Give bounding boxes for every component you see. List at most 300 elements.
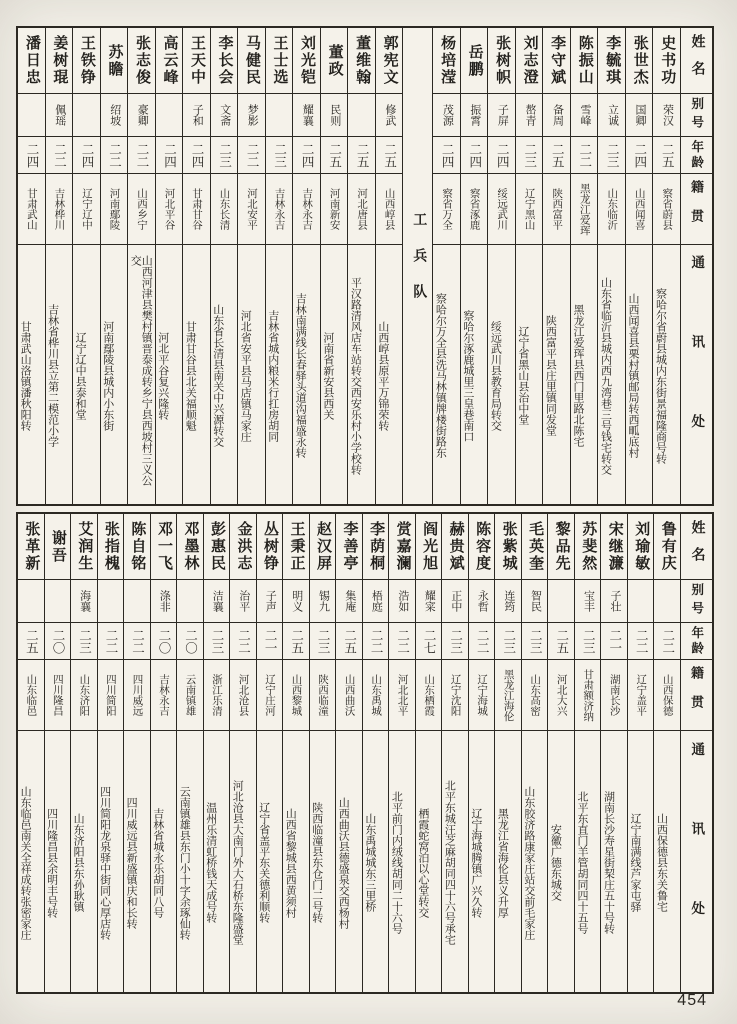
alias-cell <box>257 580 283 623</box>
age-cell <box>601 623 627 660</box>
roster-column <box>292 28 320 504</box>
section-divider-column <box>402 28 432 504</box>
age-cell-text: 二五 <box>554 628 569 654</box>
name-cell <box>598 28 625 94</box>
name-cell <box>211 28 238 94</box>
name-cell <box>101 28 128 94</box>
name-cell-text: 张志俊 <box>133 35 150 86</box>
address-cell <box>18 245 45 504</box>
origin-cell <box>433 174 460 245</box>
origin-cell-text: 河南鄢陵 <box>108 188 120 230</box>
alias-cell-text: 立诚 <box>606 104 619 126</box>
age-cell <box>628 623 654 660</box>
address-cell-text: 四川隆昌县余明丰号转 <box>45 807 58 918</box>
alias-cell-text: 雪峰 <box>578 104 591 126</box>
address-cell-text: 绥远武川县教育局转交 <box>489 320 502 431</box>
age-cell <box>177 623 203 660</box>
address-cell-text: 北平前门内绒线胡同二十六号 <box>390 791 403 934</box>
address-cell-text: 山西崞县原平万锦荣转 <box>376 320 389 431</box>
alias-cell <box>230 580 256 623</box>
roster-column <box>72 28 100 504</box>
address-cell-text: 山东济阳县东孙耿镇 <box>72 813 85 912</box>
name-cell-text: 陈振山 <box>576 35 593 86</box>
age-cell <box>321 137 348 174</box>
name-cell-text: 李荫桐 <box>368 521 385 572</box>
name-cell <box>522 514 548 580</box>
name-cell <box>575 514 601 580</box>
origin-cell-text: 山东临邑 <box>25 674 37 716</box>
address-cell <box>283 731 309 992</box>
name-cell-text: 李长会 <box>216 35 233 86</box>
age-cell-text: 二二 <box>52 142 67 168</box>
name-cell <box>516 28 543 94</box>
address-cell <box>238 245 265 504</box>
age-cell-text: 二三 <box>522 142 537 168</box>
name-cell <box>124 514 150 580</box>
age-cell-text: 二三 <box>77 628 92 654</box>
name-cell <box>321 28 348 94</box>
address-cell <box>98 731 124 992</box>
address-cell <box>151 731 177 992</box>
alias-cell-text: 智民 <box>529 590 542 612</box>
alias-cell <box>18 580 44 623</box>
address-cell-text: 河北省安平县马店镇马家庄 <box>239 309 252 442</box>
origin-cell <box>336 660 362 731</box>
age-cell <box>283 623 309 660</box>
address-cell <box>293 245 320 504</box>
address-cell-text: 云南镇雄县东门小十字余琢仙转 <box>178 785 191 940</box>
address-cell-text: 察哈尔省蔚县城内东街景福隆商号转 <box>654 287 667 464</box>
alias-cell <box>204 580 230 623</box>
header-origin-text: 籍贯 <box>689 180 704 238</box>
origin-cell-text: 山西乡宁 <box>135 188 147 230</box>
age-cell <box>516 137 543 174</box>
origin-cell <box>548 660 574 731</box>
name-cell <box>416 514 442 580</box>
name-cell <box>376 28 403 94</box>
name-cell-text: 谢吾 <box>49 529 66 564</box>
origin-cell-text: 山东长清 <box>218 188 230 230</box>
alias-cell-text: 振霄 <box>468 104 481 126</box>
origin-cell <box>461 174 488 245</box>
header-address-text: 通讯处 <box>689 255 705 494</box>
age-cell-text: 二三 <box>581 628 596 654</box>
address-cell-text: 辽宁省黑山县治中堂 <box>516 326 529 425</box>
origin-cell-text: 河北大兴 <box>555 674 567 716</box>
name-cell-text: 阎光旭 <box>421 521 438 572</box>
alias-cell-text: 明义 <box>290 590 303 612</box>
age-cell-text: 二四 <box>24 142 39 168</box>
name-cell-text: 史书功 <box>659 35 676 86</box>
alias-cell <box>575 580 601 623</box>
age-cell <box>257 623 283 660</box>
age-cell-text: 二四 <box>467 142 482 168</box>
address-cell <box>543 245 570 504</box>
origin-cell <box>177 660 203 731</box>
age-cell <box>151 623 177 660</box>
name-cell-text: 李毓琪 <box>604 35 621 86</box>
address-cell <box>177 731 203 992</box>
origin-cell <box>151 660 177 731</box>
origin-cell <box>283 660 309 731</box>
age-cell <box>598 137 625 174</box>
roster-column <box>600 514 627 992</box>
roster-column <box>415 514 442 992</box>
age-cell-text: 二四 <box>79 142 94 168</box>
address-cell-text: 察哈尔涿鹿城里三皇巷南口 <box>461 309 474 442</box>
address-cell-text: 安徽广德东城交 <box>549 824 562 901</box>
roster-column <box>542 28 570 504</box>
origin-cell-text: 山西闻喜 <box>633 188 645 230</box>
address-cell <box>571 245 598 504</box>
origin-cell <box>46 174 73 245</box>
age-cell-text: 二五 <box>382 142 397 168</box>
age-cell-text: 二五 <box>342 628 357 654</box>
address-cell-text: 吉林省城永乐胡同八号 <box>151 807 164 918</box>
alias-cell-text: 海襄 <box>78 590 91 612</box>
age-cell <box>442 623 468 660</box>
address-cell-text: 吉林省城内粮米行扛房胡同 <box>266 309 279 442</box>
address-cell <box>516 245 543 504</box>
name-cell <box>543 28 570 94</box>
origin-cell <box>628 660 654 731</box>
header-alias-text: 别号 <box>689 582 704 620</box>
name-cell-text: 陈自铭 <box>129 521 146 572</box>
origin-cell <box>348 174 375 245</box>
origin-cell-text: 河北沧县 <box>237 674 249 716</box>
name-cell <box>310 514 336 580</box>
header-origin-text: 籍贯 <box>689 666 704 724</box>
name-cell-text: 赏嘉澜 <box>394 521 411 572</box>
alias-cell <box>601 580 627 623</box>
roster-column <box>494 514 521 992</box>
address-cell-text: 吉林省桦川县立第二模范小学 <box>46 304 59 447</box>
age-cell-text: 二三 <box>217 142 232 168</box>
address-cell <box>522 731 548 992</box>
age-cell <box>575 623 601 660</box>
age-cell <box>266 137 293 174</box>
address-cell <box>101 245 128 504</box>
age-cell-text: 二二 <box>577 142 592 168</box>
name-cell <box>183 28 210 94</box>
origin-cell <box>101 174 128 245</box>
address-cell <box>598 245 625 504</box>
origin-cell-text: 甘肃武山 <box>25 188 37 230</box>
roster-column <box>597 28 625 504</box>
address-cell <box>211 245 238 504</box>
alias-cell <box>598 94 625 137</box>
address-cell-text: 山西闻喜县栗村镇邮局转西畖底村 <box>626 293 639 458</box>
roster-column <box>487 28 515 504</box>
alias-cell-text: 连筠 <box>502 590 515 612</box>
age-cell-text: 二二 <box>103 628 118 654</box>
name-cell-text: 苏瞻 <box>106 43 123 78</box>
alias-cell <box>128 94 155 137</box>
name-cell <box>238 28 265 94</box>
roster-column <box>44 514 71 992</box>
address-cell <box>548 731 574 992</box>
roster-column <box>375 28 403 504</box>
age-cell-text: 二二 <box>660 628 675 654</box>
name-cell <box>283 514 309 580</box>
origin-cell-text: 黑龙江海伦 <box>502 668 514 722</box>
age-cell-text: 二五 <box>550 142 565 168</box>
alias-cell-text: 茂源 <box>441 104 454 126</box>
origin-cell-text: 湖南长沙 <box>608 674 620 716</box>
name-cell <box>336 514 362 580</box>
name-cell <box>45 514 71 580</box>
name-cell-text: 宋继濂 <box>606 521 623 572</box>
alias-cell <box>628 580 654 623</box>
origin-cell <box>211 174 238 245</box>
age-cell-text: 二〇 <box>183 628 198 654</box>
age-cell <box>46 137 73 174</box>
origin-cell-text: 察省蔚县 <box>661 188 673 230</box>
alias-cell <box>433 94 460 137</box>
origin-cell <box>598 174 625 245</box>
age-cell <box>376 137 403 174</box>
origin-cell <box>654 660 680 731</box>
origin-cell <box>495 660 521 731</box>
roster-column <box>45 28 73 504</box>
origin-cell-text: 山东高密 <box>529 674 541 716</box>
name-cell-text: 王士选 <box>271 35 288 86</box>
roster-column <box>229 514 256 992</box>
address-cell-text: 河北平谷复兴隆转 <box>156 331 169 420</box>
origin-cell-text: 吉林桦川 <box>53 188 65 230</box>
alias-cell <box>571 94 598 137</box>
name-cell <box>293 28 320 94</box>
name-cell-text: 张指槐 <box>102 521 119 572</box>
origin-cell-text: 甘肃甘谷 <box>191 188 202 230</box>
age-cell-text: 二二 <box>475 628 490 654</box>
address-cell <box>18 731 44 992</box>
roster-column <box>468 514 495 992</box>
alias-cell-text: 子和 <box>191 104 204 126</box>
age-cell <box>204 623 230 660</box>
age-cell <box>293 137 320 174</box>
age-cell <box>73 137 100 174</box>
address-cell-text: 北平东城汪芝麻胡同四十六号承宅 <box>443 780 456 945</box>
age-cell <box>18 623 44 660</box>
age-cell <box>389 623 415 660</box>
origin-cell <box>363 660 389 731</box>
address-cell <box>433 245 460 504</box>
address-cell-text: 平汉路清风店车站转交西安乐村小学校转 <box>349 276 362 475</box>
age-cell <box>310 623 336 660</box>
age-cell-text: 二四 <box>495 142 510 168</box>
name-cell-text: 张树帜 <box>494 35 511 86</box>
name-cell <box>548 514 574 580</box>
alias-cell-text: 治平 <box>237 590 250 612</box>
address-cell <box>230 731 256 992</box>
name-cell-text: 刘瑜敏 <box>633 521 650 572</box>
origin-cell <box>516 174 543 245</box>
roster-column <box>460 28 488 504</box>
alias-cell <box>548 580 574 623</box>
header-name-text: 姓名 <box>689 519 705 574</box>
age-cell <box>488 137 515 174</box>
address-cell <box>46 245 73 504</box>
header-column <box>680 28 712 504</box>
address-cell-text: 甘肃甘谷县北关福顺魁 <box>184 320 197 431</box>
name-cell-text: 鲁有庆 <box>659 521 676 572</box>
origin-cell <box>488 174 515 245</box>
address-cell-text: 河南鄢陵县城内小东街 <box>101 320 114 431</box>
roster-column <box>320 28 348 504</box>
roster-column <box>652 28 680 504</box>
alias-cell <box>211 94 238 137</box>
alias-cell-text: 文斋 <box>218 104 231 126</box>
name-cell-text: 董维翰 <box>354 35 371 86</box>
alias-cell <box>543 94 570 137</box>
age-cell <box>653 137 680 174</box>
name-cell <box>571 28 598 94</box>
origin-cell-text: 吉林永吉 <box>301 188 313 230</box>
age-cell <box>543 137 570 174</box>
origin-cell <box>124 660 150 731</box>
header-alias <box>681 94 712 137</box>
address-cell <box>376 245 403 504</box>
age-cell <box>183 137 210 174</box>
header-origin <box>681 174 712 245</box>
address-cell-text: 山西保德县东关鲁宅 <box>655 813 668 912</box>
name-cell-text: 王秉正 <box>288 521 305 572</box>
name-cell <box>433 28 460 94</box>
address-cell-text: 山西河津县樊村镇晋泰成转乡宁县西坡村三义公交 <box>129 255 153 487</box>
alias-cell <box>376 94 403 137</box>
origin-cell-text: 山西曲沃 <box>343 674 355 716</box>
name-cell-text: 黎品先 <box>553 521 570 572</box>
address-cell-text: 河南省新安县西关 <box>321 331 334 420</box>
roster-column <box>265 28 293 504</box>
age-cell <box>238 137 265 174</box>
age-cell-text: 二二 <box>107 142 122 168</box>
address-cell <box>321 245 348 504</box>
origin-cell-text: 黑龙江爱珲 <box>578 182 590 236</box>
alias-cell-text: 涤非 <box>158 590 171 612</box>
address-cell <box>71 731 97 992</box>
origin-cell <box>98 660 124 731</box>
address-cell <box>461 245 488 504</box>
origin-cell <box>321 174 348 245</box>
roster-column <box>210 28 238 504</box>
age-cell-text: 二三 <box>272 142 287 168</box>
roster-column <box>97 514 124 992</box>
roster-column <box>574 514 601 992</box>
alias-cell-text: 子壮 <box>608 590 621 612</box>
header-origin <box>681 660 712 731</box>
header-name <box>681 514 712 580</box>
origin-cell-text: 山东禹城 <box>370 674 382 716</box>
roster-column <box>570 28 598 504</box>
alias-cell-text: 嶅青 <box>523 104 536 126</box>
age-cell-text: 二一 <box>607 628 622 654</box>
alias-cell-text: 修武 <box>383 104 396 126</box>
alias-cell <box>336 580 362 623</box>
alias-cell <box>46 94 73 137</box>
age-cell <box>654 623 680 660</box>
origin-cell <box>183 174 210 245</box>
name-cell-text: 张紫城 <box>500 521 517 572</box>
name-cell <box>128 28 155 94</box>
roster-column <box>653 514 680 992</box>
address-cell-text: 山东省长清县南关中兴源转交 <box>211 304 224 447</box>
name-cell-text: 姜树琨 <box>51 35 68 86</box>
alias-cell <box>266 94 293 137</box>
address-cell <box>626 245 653 504</box>
origin-cell-text: 四川简阳 <box>104 674 116 716</box>
address-cell-text: 温州乐清虹桥钱天成号转 <box>204 802 217 923</box>
origin-cell-text: 山东临沂 <box>606 188 618 230</box>
age-cell-text: 二五 <box>327 142 342 168</box>
address-cell <box>601 731 627 992</box>
name-cell <box>18 514 44 580</box>
origin-cell-text: 绥远武川 <box>496 188 508 230</box>
age-cell-text: 二三 <box>316 628 331 654</box>
origin-cell-text: 四川威远 <box>131 674 143 716</box>
age-cell-text: 二二 <box>130 628 145 654</box>
origin-cell-text: 山西崞县 <box>383 188 395 230</box>
age-cell <box>156 137 183 174</box>
address-cell <box>124 731 150 992</box>
origin-cell-text: 察省万全 <box>441 188 453 230</box>
address-cell <box>204 731 230 992</box>
origin-cell <box>442 660 468 731</box>
origin-cell-text: 浙江乐清 <box>210 674 222 716</box>
age-cell <box>230 623 256 660</box>
age-cell-text: 二三 <box>448 628 463 654</box>
origin-cell-text: 云南镇雄 <box>184 674 196 716</box>
name-cell <box>177 514 203 580</box>
age-cell-text: 二一 <box>263 628 278 654</box>
origin-cell-text: 甘肃额济纳 <box>582 668 594 722</box>
alias-cell <box>495 580 521 623</box>
alias-cell-text: 集庵 <box>343 590 356 612</box>
name-cell <box>98 514 124 580</box>
origin-cell <box>543 174 570 245</box>
header-age <box>681 137 712 174</box>
alias-cell-text: 绍坡 <box>108 104 121 126</box>
origin-cell <box>45 660 71 731</box>
address-cell-text: 四川威远县新盛镇庆和长转 <box>125 796 138 929</box>
origin-cell <box>156 174 183 245</box>
origin-cell-text: 辽宁辽中 <box>80 188 92 230</box>
age-cell <box>101 137 128 174</box>
name-cell <box>654 514 680 580</box>
name-cell-text: 陈容度 <box>474 521 491 572</box>
alias-cell <box>416 580 442 623</box>
age-cell-text: 二二 <box>245 142 260 168</box>
name-cell-text: 王天中 <box>188 35 205 86</box>
alias-cell <box>124 580 150 623</box>
name-cell-text: 张世杰 <box>631 35 648 86</box>
origin-cell <box>469 660 495 731</box>
origin-cell <box>128 174 155 245</box>
address-cell-text: 甘肃武山洛镇潘秋阳转 <box>19 320 32 431</box>
name-cell-text: 彭惠民 <box>208 521 225 572</box>
alias-cell <box>293 94 320 137</box>
age-cell <box>433 137 460 174</box>
section-divider-label: 工兵队 <box>411 212 427 320</box>
alias-cell <box>321 94 348 137</box>
address-cell <box>266 245 293 504</box>
alias-cell-text: 浩如 <box>396 590 409 612</box>
roster-column <box>123 514 150 992</box>
origin-cell <box>310 660 336 731</box>
roster-column <box>627 514 654 992</box>
alias-cell <box>151 580 177 623</box>
